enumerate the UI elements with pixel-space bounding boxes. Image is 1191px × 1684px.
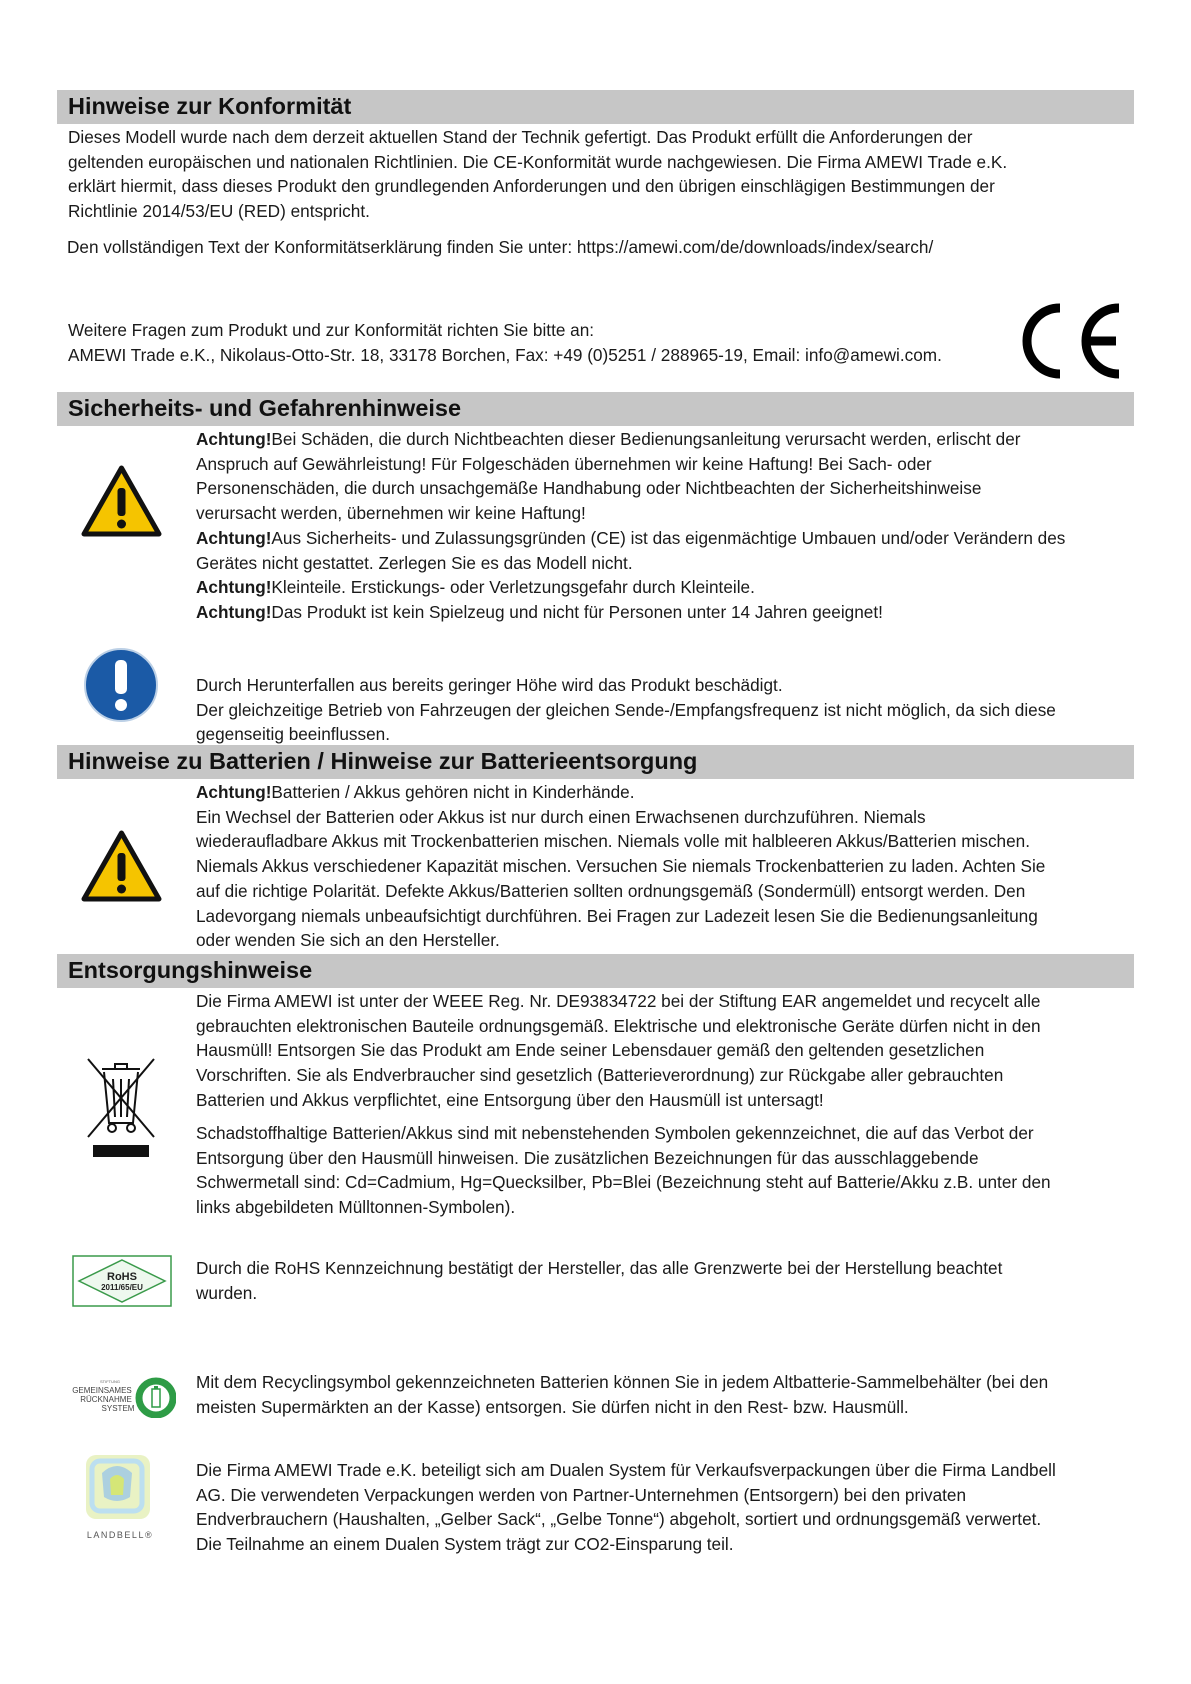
warning-label: Achtung! xyxy=(196,527,272,548)
section-header-sicherheit xyxy=(57,392,1134,426)
warning-label: Achtung! xyxy=(196,577,272,598)
section-title: Entsorgungshinweise xyxy=(68,957,313,983)
contact-info xyxy=(68,318,942,367)
text-line: wurden. xyxy=(196,1282,258,1303)
text-line: Aus Sicherheits- und Zulassungsgründen (CE) ist das eigenmächtige Umbauen und/oder Verändern des xyxy=(271,527,1066,548)
section-header-entsorgung xyxy=(57,954,1134,988)
text-line: Entsorgung über den Hausmüll hinweisen. Die zusätzlichen Bezeichnungen für das ausschlaggebende xyxy=(196,1147,979,1168)
text-line: Kleinteile. Erstickungs- oder Verletzungsgefahr durch Kleinteile. xyxy=(271,577,755,598)
sicherheit-info xyxy=(196,673,1056,747)
text-line: Batterien / Akkus gehören nicht in Kinderhände. xyxy=(271,782,635,802)
text-line: Niemals Akkus verschiedener Kapazität mischen. Versuchen Sie niemals Trockenbatterien zu laden. Achten Sie xyxy=(196,856,1046,877)
rohs-logo-title: RoHS xyxy=(107,1271,137,1283)
section-header-konformitaet xyxy=(57,90,1134,124)
text-line: Anspruch auf Gewährleistung! Für Folgeschäden übernehmen wir keine Haftung! Bei Sach- oder xyxy=(196,453,932,474)
grs-logo-line2: RÜCKNAHME xyxy=(80,1395,132,1404)
text-line: Durch die RoHS Kennzeichnung bestätigt der Hersteller, das alle Grenzwerte bei der Herstellung beachtet xyxy=(196,1258,1003,1278)
sicherheit-warnings xyxy=(196,427,1065,625)
text-line: auf die richtige Polarität. Defekte Akkus/Batterien sollten ordnungsgemäß (Sondermüll) entsorgt werden. Den xyxy=(196,880,1026,901)
konformitaet-paragraph xyxy=(68,125,1007,224)
text-line: Mit dem Recyclingsymbol gekennzeichneten Batterien können Sie in jedem Altbatterie-Sammelbehälter (bei den xyxy=(196,1372,1049,1392)
konformitaet-fulltext-link: Den vollständigen Text der Konformitätserklärung finden Sie unter: https://amewi.com/de/downloads/index/search/ xyxy=(67,237,934,257)
text-line: Personenschäden, die durch unsachgemäße Handhabung oder Nichtbeachten der Sicherheitshinweise xyxy=(196,478,982,499)
text-line: Durch Herunterfallen aus bereits geringer Höhe wird das Produkt beschädigt. xyxy=(196,675,783,695)
recycling-text xyxy=(196,1370,1048,1419)
text-line: verursacht werden, übernehmen wir keine Haftung! xyxy=(196,503,586,524)
text-line: Dieses Modell wurde nach dem derzeit aktuellen Stand der Technik gefertigt. Das Produkt erfüllt die Anforderungen der xyxy=(68,127,973,147)
text-line: Der gleichzeitige Betrieb von Fahrzeugen der gleichen Sende-/Empfangsfrequenz ist nicht möglich, da sich diese xyxy=(196,699,1056,720)
text-line: Ladevorgang niemals unbeaufsichtigt durchführen. Bei Fragen zur Ladezeit lesen Sie die Bedienungsanleitung xyxy=(196,905,1038,926)
rohs-logo-directive: 2011/65/EU xyxy=(101,1283,143,1292)
warning-triangle-icon xyxy=(80,829,163,903)
batterien-text xyxy=(196,780,1045,953)
grs-recycling-logo xyxy=(66,1376,176,1418)
text-line: Schwermetall sind: Cd=Cadmium, Hg=Quecksilber, Pb=Blei (Bezeichnung steht auf Batterie/Akku z.B. unter den xyxy=(196,1172,1051,1193)
warning-label: Achtung! xyxy=(196,601,272,622)
section-header-batterien xyxy=(57,745,1134,779)
entsorgung-paragraph-1 xyxy=(196,989,1041,1113)
text-line: Vorschriften. Sie als Endverbraucher sind gesetzlich (Batterieverordnung) zur Rückgabe aller gebrauchten xyxy=(196,1065,1004,1086)
text-line: Batterien und Akkus verpflichtet, eine Entsorgung über den Hausmüll ist untersagt! xyxy=(196,1089,824,1110)
text-line: AG. Die verwendeten Verpackungen werden von Partner-Unternehmen (Entsorgern) bei den privaten xyxy=(196,1484,967,1505)
rohs-text xyxy=(196,1256,1002,1305)
text-line: Bei Schäden, die durch Nichtbeachten dieser Bedienungsanleitung verursacht werden, erlischt der xyxy=(271,429,1021,449)
text-line: wiederaufladbare Akkus mit Trockenbatterien mischen. Niemals volle mit halbleeren Akkus/Batterien mischen. xyxy=(196,831,1030,852)
text-line: Die Firma AMEWI ist unter der WEEE Reg. Nr. DE93834722 bei der Stiftung EAR angemeldet und recycelt alle xyxy=(196,991,1041,1011)
warning-triangle-icon xyxy=(80,464,163,538)
entsorgung-paragraph-2 xyxy=(196,1121,1051,1220)
text-line: Schadstoffhaltige Batterien/Akkus sind mit nebenstehenden Symbolen gekennzeichnet, die auf das Verbot der xyxy=(196,1123,1034,1143)
text-line: Das Produkt ist kein Spielzeug und nicht für Personen unter 14 Jahren geeignet! xyxy=(271,601,883,622)
section-title: Sicherheits- und Gefahrenhinweise xyxy=(68,395,462,421)
landbell-logo xyxy=(80,1453,164,1545)
warning-label: Achtung! xyxy=(196,782,272,802)
grs-logo-line1: GEMEINSAMES xyxy=(72,1386,132,1395)
text-line: Die Teilnahme an einem Dualen System trägt zur CO2-Einsparung teil. xyxy=(196,1534,734,1555)
text-line: AMEWI Trade e.K., Nikolaus-Otto-Str. 18, 33178 Borchen, Fax: +49 (0)5251 / 288965-19, Email: info@amewi.com. xyxy=(68,344,942,365)
text-line: links abgebildeten Mülltonnen-Symbolen). xyxy=(196,1197,516,1218)
text-line: oder wenden Sie sich an den Hersteller. xyxy=(196,930,500,951)
landbell-logo-text: LANDBELL® xyxy=(86,1530,154,1540)
text-line: Ein Wechsel der Batterien oder Akkus ist nur durch einen Erwachsenen durchzuführen. Niemals xyxy=(196,806,926,827)
text-line: Hausmüll! Entsorgen Sie das Produkt am Ende seiner Lebensdauer gemäß den geltenden gesetzlichen xyxy=(196,1040,985,1061)
text-line: Endverbrauchern (Haushalten, „Gelber Sack“, „Gelbe Tonne“) abgeholt, sortiert und ordnungsgemäß verwertet. xyxy=(196,1509,1042,1530)
grs-logo-tiny: STIFTUNG xyxy=(100,1379,120,1384)
text-line: Richtlinie 2014/53/EU (RED) entspricht. xyxy=(68,201,370,222)
grs-logo-line3: SYSTEM xyxy=(101,1404,135,1413)
ce-mark-icon xyxy=(1016,300,1128,382)
text-line: Die Firma AMEWI Trade e.K. beteiligt sich am Dualen System für Verkaufsverpackungen über die Firma Landbell xyxy=(196,1460,1056,1480)
text-line: Weitere Fragen zum Produkt und zur Konformität richten Sie bitte an: xyxy=(68,320,595,340)
text-line: Gerätes nicht gestattet. Zerlegen Sie es das Modell nicht. xyxy=(196,552,633,573)
text-line: gegenseitig beeinflussen. xyxy=(196,724,390,745)
text-line: meisten Supermärkten an der Kasse) entsorgen. Sie dürfen nicht in den Rest- bzw. Hausmüll. xyxy=(196,1396,909,1417)
text-line: erklärt hiermit, dass dieses Produkt den grundlegenden Anforderungen und den übrigen einschlägigen Bestimmungen der xyxy=(68,176,995,197)
rohs-logo xyxy=(72,1255,172,1307)
landbell-text xyxy=(196,1458,1056,1557)
section-title: Hinweise zur Konformität xyxy=(68,93,352,119)
text-line: geltenden europäischen und nationalen Richtlinien. Die CE-Konformität wurde nachgewiesen. Die Firma AMEWI Trade e.K. xyxy=(68,151,1008,172)
warning-label: Achtung! xyxy=(196,429,272,449)
mandatory-exclamation-icon xyxy=(83,647,159,723)
section-title: Hinweise zu Batterien / Hinweise zur Batterieentsorgung xyxy=(68,748,698,774)
text-line: gebrauchten elektronischen Bauteile ordnungsgemäß. Elektrische und elektronische Geräte dürfen nicht in den xyxy=(196,1015,1041,1036)
crossed-out-bin-icon xyxy=(84,1055,158,1158)
